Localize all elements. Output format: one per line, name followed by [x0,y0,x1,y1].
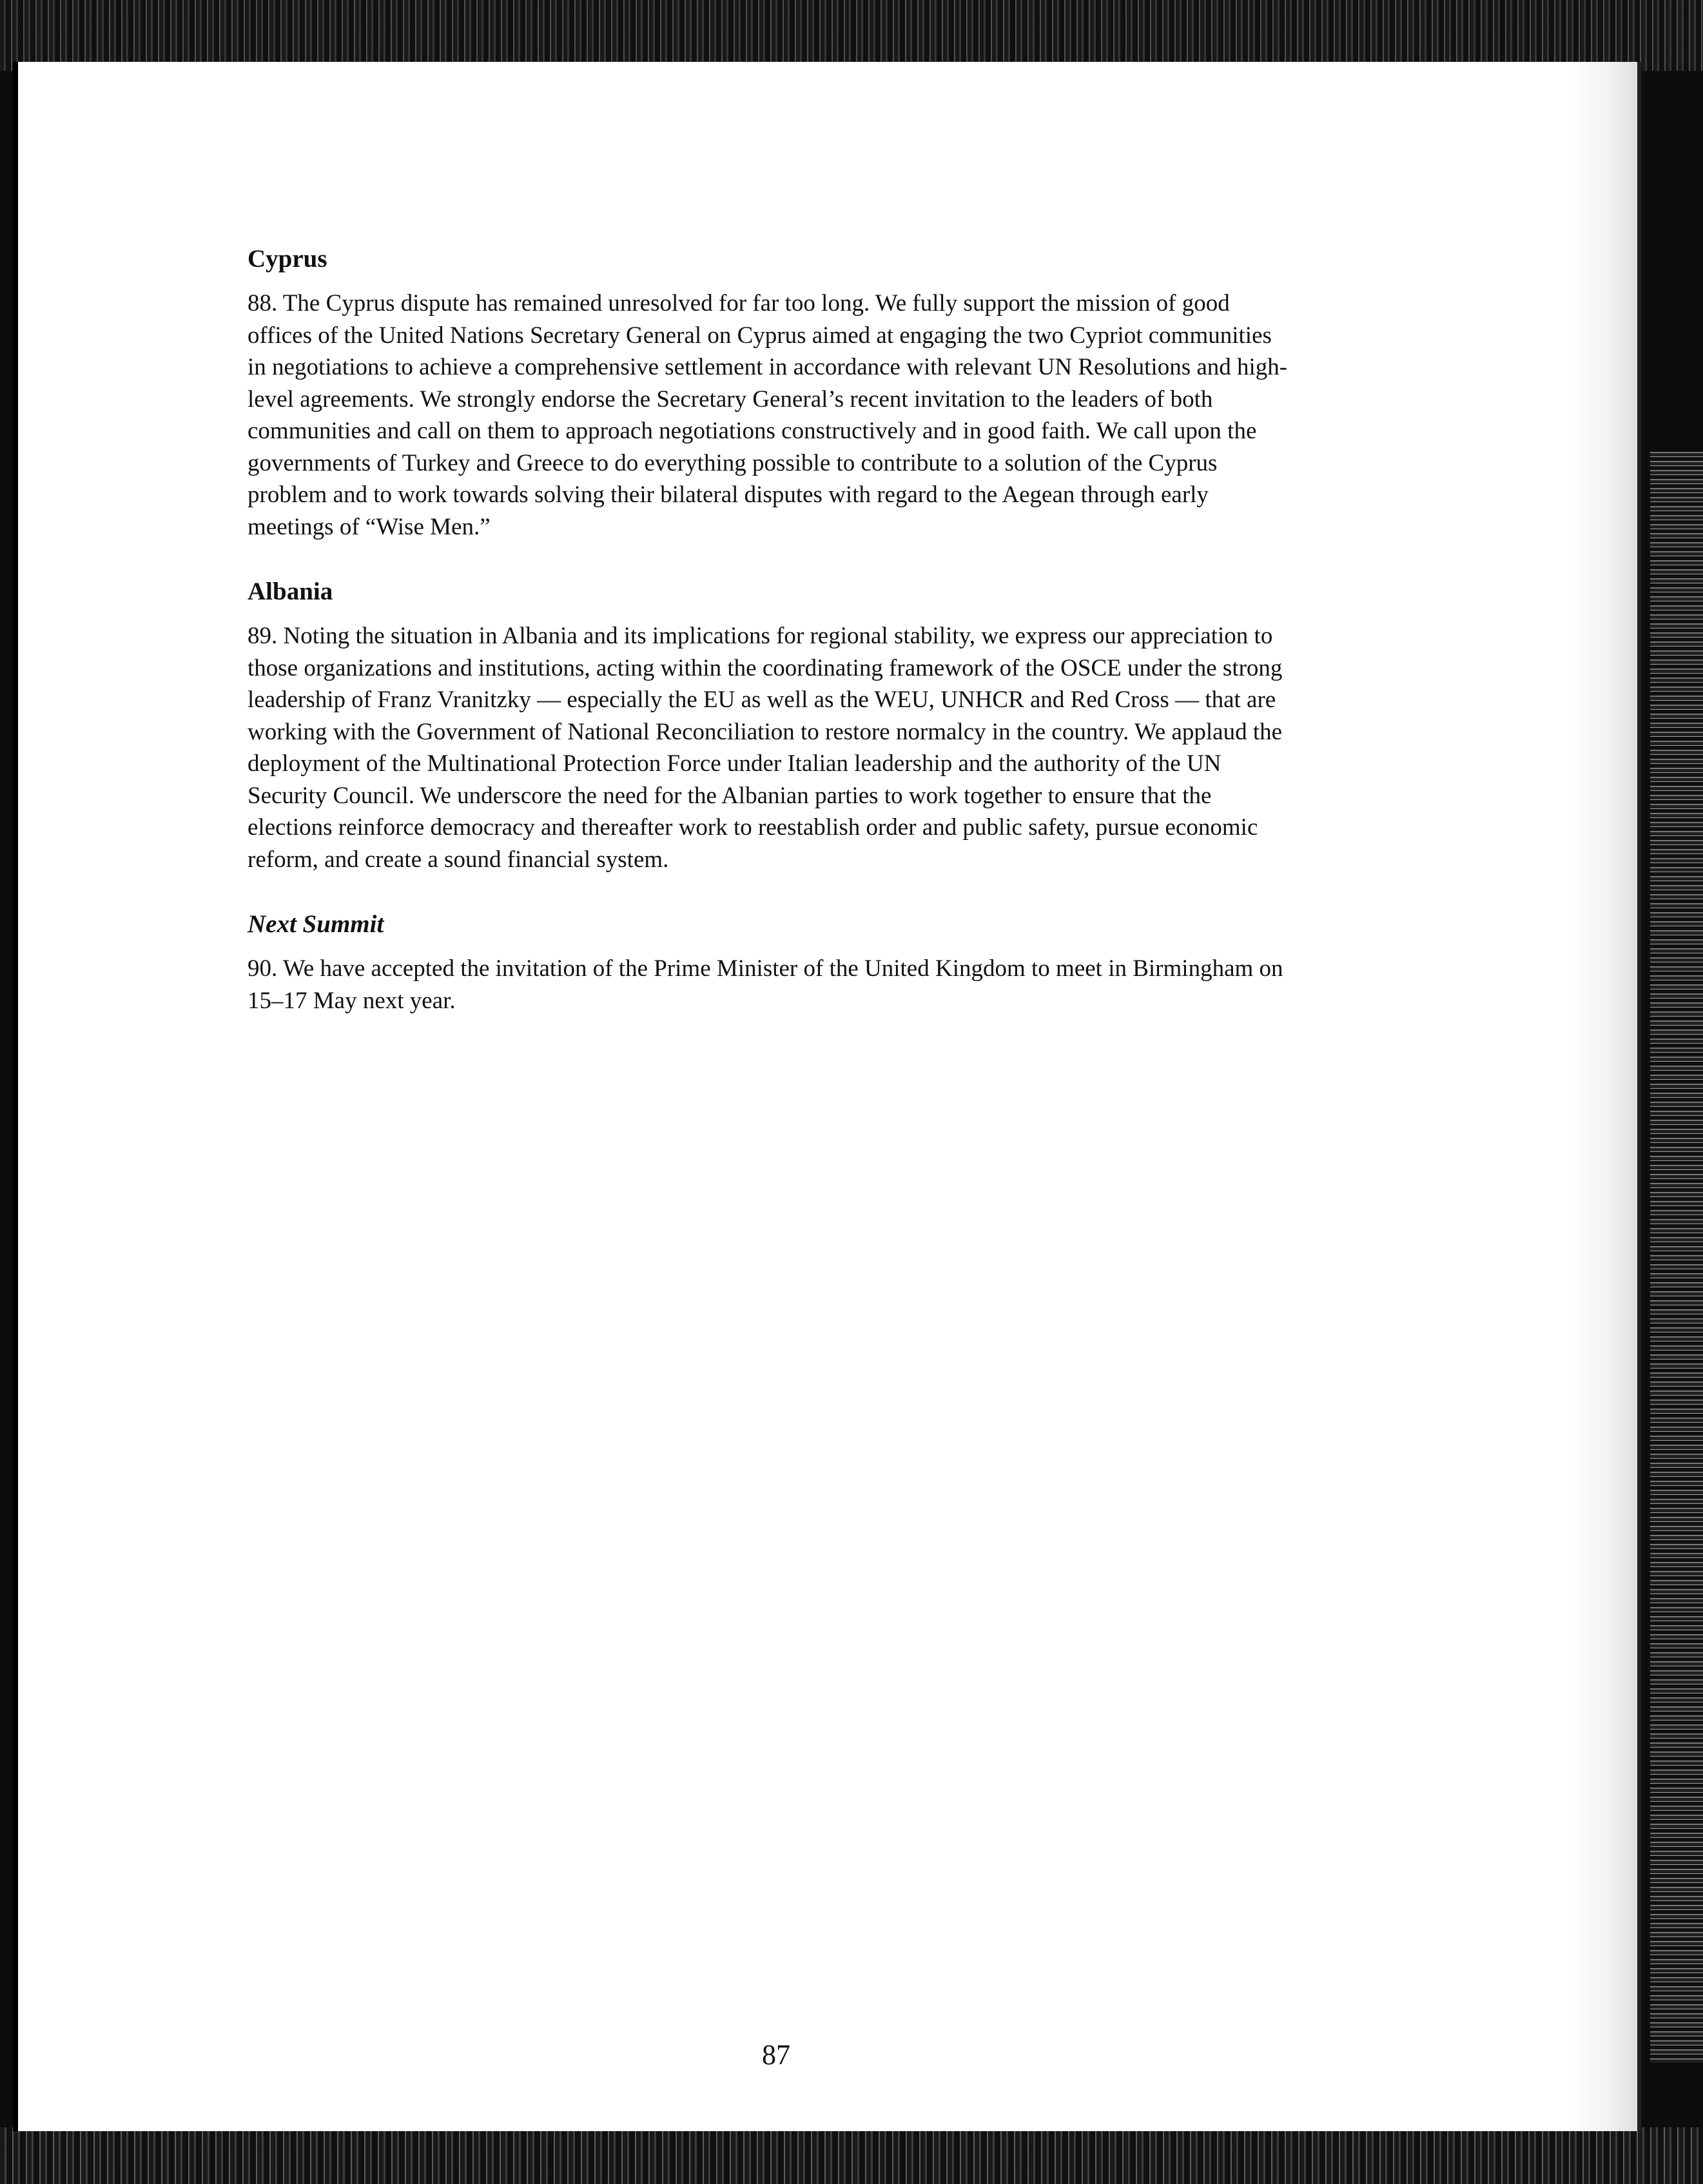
paragraph-90: 90. We have accepted the invitation of the Prime Minister of the United Kingdom to meet in Birmingham on 15–17 May next year. [248,955,1283,1014]
document-body [248,242,1292,1049]
section-cyprus [248,242,1292,543]
page-left-edge [13,62,18,2131]
section-heading-next-summit: Next Summit [248,910,384,938]
section-heading-albania: Albania [248,578,333,605]
document-page [13,62,1641,2131]
paragraph-89: 89. Noting the situation in Albania and its implications for regional stability, we express our appreciation to those organizations and institutions, acting within the coordinating framework of the OSCE under the strong leadership of Franz Vranitzky — especially the EU as well as the WEU, UNHCR and Red Cross — that are working with the Government of National Reconciliation to restore normalcy in the country. We applaud the deployment of the Multinational Protection Force under Italian leadership and the authority of the UN Security Council. We underscore the need for the Albanian parties to work together to ensure that the elections reinforce democracy and thereafter work to reestablish order and public safety, pursue economic reform, and create a sound financial system. [248,623,1283,873]
paragraph-88: 88. The Cyprus dispute has remained unresolved for far too long. We fully support the mission of good offices of the United Nations Secretary General on Cyprus aimed at engaging the two Cypriot communities in negotiations to achieve a comprehensive settlement in accordance with relevant UN Resolutions and high-level agreements. We strongly endorse the Secretary General’s recent invitation to the leaders of both communities and call on them to approach negotiations constructively and in good faith. We call upon the governments of Turkey and Greece to do everything possible to contribute to a solution of the Cyprus problem and to work towards solving their bilateral disputes with regard to the Aegean through early meetings of “Wise Men.” [248,290,1288,540]
section-heading-cyprus: Cyprus [248,245,327,273]
page-number: 87 [762,2039,790,2071]
scan-noise-bottom [0,2127,1703,2184]
page-edge-shadow [1566,62,1637,2131]
scan-noise-right [1650,451,1703,2063]
scan-noise-top [0,0,1703,71]
section-albania [248,575,1292,875]
section-next-summit [248,908,1292,1017]
